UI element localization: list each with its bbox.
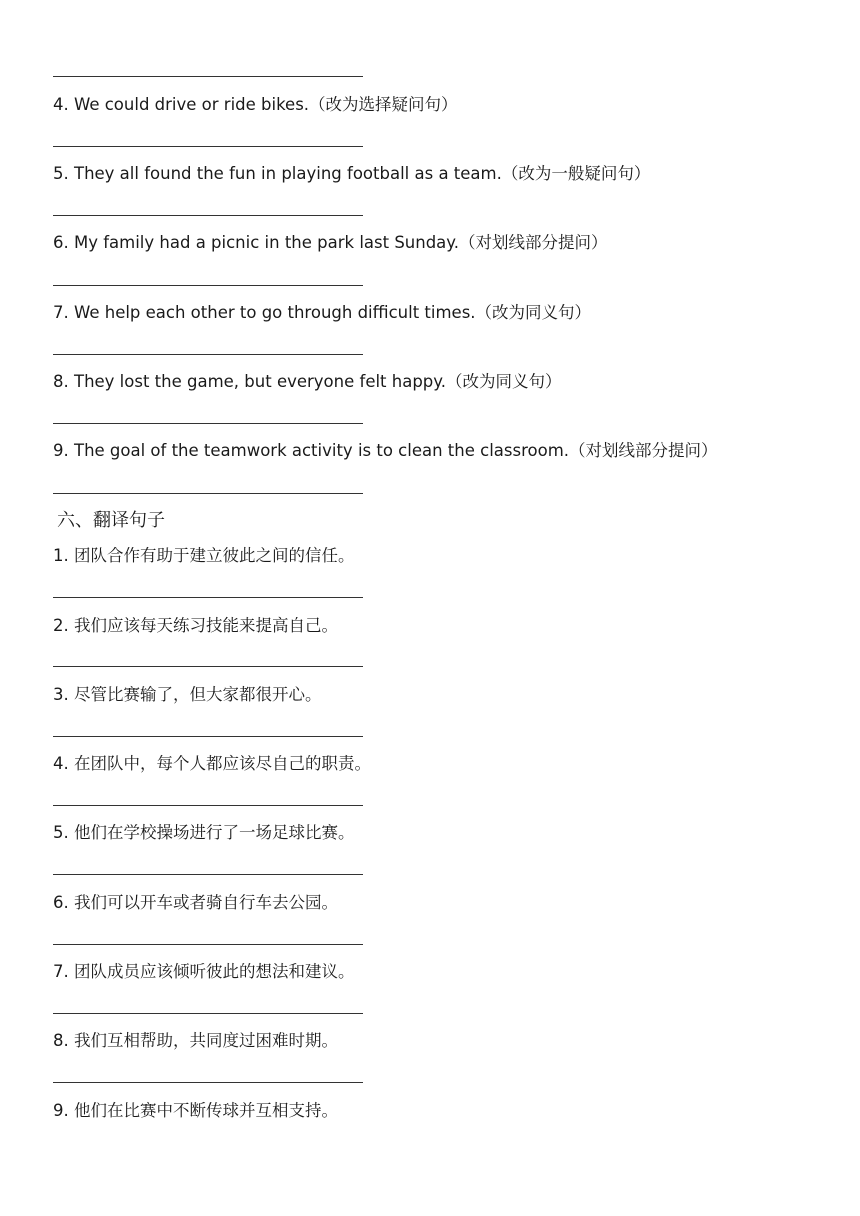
answer-line: [53, 285, 363, 286]
translate-item-1: 1. 团队合作有助于建立彼此之间的信任。: [53, 546, 355, 565]
answer-line: [53, 874, 363, 875]
question-9: 9. The goal of the teamwork activity is to clean the classroom.（对划线部分提问）: [53, 441, 718, 460]
translate-item-5: 5. 他们在学校操场进行了一场足球比赛。: [53, 823, 355, 842]
answer-line: [53, 423, 363, 424]
translate-item-8: 8. 我们互相帮助，共同度过困难时期。: [53, 1031, 338, 1050]
answer-line: [53, 215, 363, 216]
translate-item-3: 3. 尽管比赛输了，但大家都很开心。: [53, 685, 322, 704]
question-5: 5. They all found the fun in playing football as a team.（改为一般疑问句）: [53, 164, 651, 183]
answer-line: [53, 493, 363, 494]
answer-line: [53, 805, 363, 806]
section-title: 六、翻译句子: [57, 510, 165, 531]
answer-line: [53, 1013, 363, 1014]
translate-item-4: 4. 在团队中，每个人都应该尽自己的职责。: [53, 754, 371, 773]
answer-line: [53, 666, 363, 667]
answer-line: [53, 736, 363, 737]
answer-line: [53, 146, 363, 147]
translate-item-2: 2. 我们应该每天练习技能来提高自己。: [53, 616, 338, 635]
question-4: 4. We could drive or ride bikes.（改为选择疑问句）: [53, 95, 458, 114]
question-7: 7. We help each other to go through difficult times.（改为同义句）: [53, 303, 592, 322]
translate-item-7: 7. 团队成员应该倾听彼此的想法和建议。: [53, 962, 355, 981]
answer-line: [53, 76, 363, 77]
question-8: 8. They lost the game, but everyone felt happy.（改为同义句）: [53, 372, 562, 391]
answer-line: [53, 944, 363, 945]
answer-line: [53, 1082, 363, 1083]
translate-item-9: 9. 他们在比赛中不断传球并互相支持。: [53, 1101, 338, 1120]
question-6: 6. My family had a picnic in the park last Sunday.（对划线部分提问）: [53, 233, 608, 252]
translate-item-6: 6. 我们可以开车或者骑自行车去公园。: [53, 893, 338, 912]
answer-line: [53, 354, 363, 355]
answer-line: [53, 597, 363, 598]
